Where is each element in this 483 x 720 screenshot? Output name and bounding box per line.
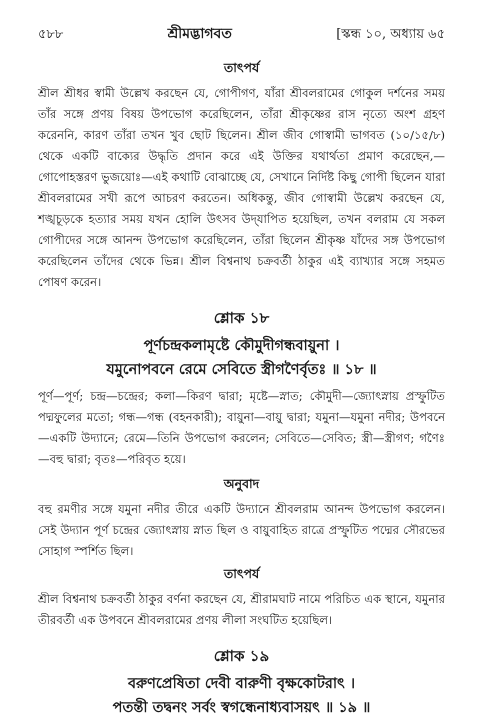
purport-heading: তাৎপর্য: [223, 566, 260, 581]
verse-number: শ্লোক ১৮: [213, 309, 270, 327]
synonyms-paragraph: পূর্ণ—পূর্ণ; চন্দ্র—চন্দ্রের; কলা—কিরণ দ্বারা; মৃষ্টে—স্নাত; কৌমুদী—জ্যোৎস্নায় প্রস্ফুটিত পদ্মফুলের মতো; গন্ধ—গন্ধ (বহনকারী); বায়ুনা—বায়ু দ্বারা; যমুনা—যমুনা নদীর; উপবনে—একটি উদ্যানে; রেমে—তিনি উপভোগ করলেন; সেবিতে—সেবিত; স্ত্রী—স্ত্রীগণ; গণৈঃ—বহু দ্বারা; বৃতঃ—পরিবৃত হয়ে।: [38, 389, 445, 466]
purport-paragraph: শ্রীল শ্রীধর স্বামী উল্লেখ করছেন যে, গোপীগণ, যাঁরা শ্রীবলরামের গোকুল দর্শনের সময় তাঁর সঙ্গে প্রণয় বিষয় উপভোগ করেছিলেন, তাঁরা শ্রীকৃষ্ণের রাস নৃত্যে অংশ গ্রহণ করেননি, কারণ তাঁরা তখন খুব ছোট ছিলেন। শ্রীল জীব গোস্বামী ভাগবত (১০/১৫/৮) থেকে একটি বাক্যের উদ্ধৃতি প্রদান করে এই উক্তির যথার্থতা প্রমাণ করেছেন,—গোপোহস্তরণ ভুজয়োঃ—এই কথাটি বোঝাচ্ছে যে, সেখানে নির্দিষ্ট কিছু গোপী ছিলেন যারা শ্রীবলরামের সখী রূপে আচরণ করতেন। অধিকন্তু, জীব গোস্বামী উল্লেখ করছেন যে, শঙ্খচূড়কে হত্যার সময় যখন হোলি উৎসব উদ্‌যাপিত হয়েছিল, তখন বলরাম যে সকল গোপীদের সঙ্গে আনন্দ উপভোগ করেছিলেন, তাঁরা ছিলেন শ্রীকৃষ্ণ যাঁদের সঙ্গ উপভোগ করেছিলেন তাঁদের থেকে ভিন্ন। শ্রীল বিশ্বনাথ চক্রবর্তী ঠাকুর এই ব্যাখ্যার সঙ্গে সহমত পোষণ করেন।: [38, 86, 445, 289]
verse-line: যমুনোপবনে রেমে সেবিতে স্ত্রীগণৈর্বৃতঃ ॥ ১৮ ॥: [106, 361, 377, 378]
page-header: [38, 22, 445, 46]
chapter-reference: [স্কন্ধ ১০, অধ্যায় ৬৫: [336, 27, 445, 42]
verse-line: পূর্ণচন্দ্রকলামৃষ্টে কৌমুদীগন্ধবায়ুনা ।: [143, 337, 340, 354]
translation-heading: অনুবাদ: [223, 476, 260, 491]
verse-line: পতন্তী তদ্বনং সর্বং স্বগন্ধেনাধ্যবাসয়ৎ ॥ ১৯ ॥: [112, 699, 371, 716]
purport-paragraph: শ্রীল বিশ্বনাথ চক্রবর্তী ঠাকুর বর্ণনা করছেন যে, শ্রীরামঘাট নামে পরিচিত এক স্থানে, যমুনার তীরবর্তী এক উপবনে শ্রীবলরামের প্রণয় লীলা সংঘটিত হয়েছিল।: [38, 592, 445, 627]
verse-number: শ্লোক ১৯: [213, 647, 270, 665]
translation-paragraph: বহু রমণীর সঙ্গে যমুনা নদীর তীরে একটি উদ্যানে শ্রীবলরাম আনন্দ উপভোগ করলেন। সেই উদ্যান পূর্ণ চন্দ্রের জ্যোৎস্নায় স্নাত ছিল ও বায়ুবাহিত রাত্রে প্রস্ফুটিত পদ্মের সৌরভের সোহাগ স্পর্শিত ছিল।: [38, 502, 445, 558]
book-title: শ্রীমদ্ভাগবত: [167, 26, 232, 42]
purport-heading: তাৎপর্য: [223, 60, 260, 75]
page-number: ৫৮৮: [38, 27, 64, 42]
verse-line: বরুণপ্রেষিতা দেবী বারুণী বৃক্ষকোটরাৎ ।: [127, 675, 356, 692]
